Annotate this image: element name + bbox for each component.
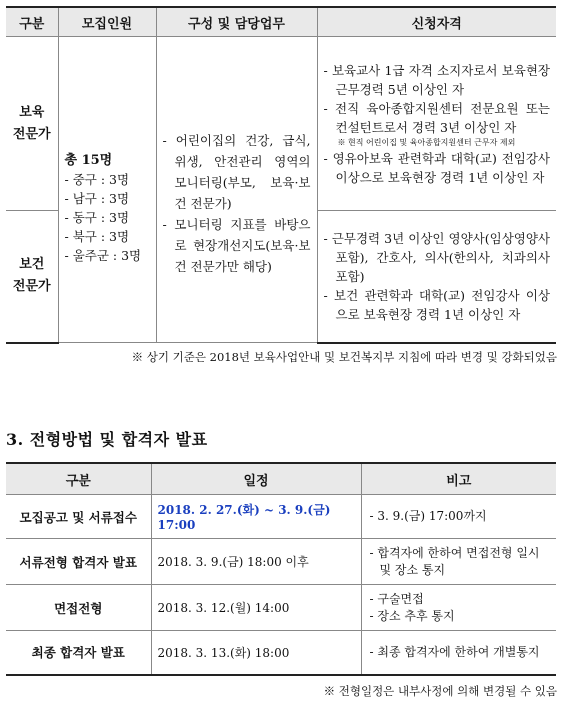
row-remarks: - 구술면접 - 장소 추후 통지 [361,585,556,631]
category-childcare: 보육 전문가 [6,37,58,211]
table-row [6,631,556,675]
qualification-childcare [317,37,556,211]
table-row [6,495,556,539]
list-item: - 영유아보육 관련학과 대학(교) 전임강사 이상으로 보육현장 경력 1년 이상인 자 [323,150,551,185]
list-item: - 동구 : 3명 [64,209,130,225]
section-title: 3. 전형방법 및 합격자 발표 [6,430,208,449]
recruit-total: 총 15명 [64,152,113,168]
header-category: 구분 [6,7,58,37]
list-item: - 남구 : 3명 [64,190,130,206]
row-schedule: 2018. 3. 9.(금) 18:00 이후 [151,539,361,585]
duties-cell [156,37,317,343]
qualification-health [317,211,556,343]
row-schedule: 2018. 3. 12.(월) 14:00 [151,585,361,631]
row-schedule: 2018. 2. 27.(화) ~ 3. 9.(금) 17:00 [151,495,361,539]
list-item: - 전직 육아종합지원센터 전문요원 또는 컨설턴트로서 경력 3년 이상인 자 [323,100,550,135]
header-category: 구분 [6,463,151,495]
header-recruit: 모집인원 [58,7,156,37]
header-duties: 구성 및 담당업무 [156,7,317,37]
header-qualification: 신청자격 [317,7,556,37]
qualification-note: ※ 현직 어린이집 및 육아종합지원센터 근무자 제외 [337,137,516,147]
row-remarks: - 최종 합격자에 한하여 개별통지 [361,631,556,675]
category-health: 보건 전문가 [6,211,58,343]
list-item: - 모니터링 지표를 바탕으로 현장개선지도(보육·보건 전문가만 해당) [162,217,311,274]
recruit-count [58,37,156,343]
header-remarks: 비고 [361,463,556,495]
schedule-note: ※ 전형일정은 내부사정에 의해 변경될 수 있음 [323,684,557,698]
list-item: - 어린이집의 건강, 급식, 위생, 안전관리 영역의 모니터링(부모, 보육·보건 전문가) [162,133,311,211]
list-item: - 중구 : 3명 [64,171,130,187]
row-category: 모집공고 및 서류접수 [6,495,151,539]
row-category: 서류전형 합격자 발표 [6,539,151,585]
schedule-table [6,462,556,676]
row-category: 최종 합격자 발표 [6,631,151,675]
table-row [6,585,556,631]
table-row [6,37,556,211]
row-remarks: - 3. 9.(금) 17:00까지 [361,495,556,539]
recruitment-table [6,6,556,344]
table-header-row [6,7,556,37]
list-item: - 보건 관련학과 대학(교) 전임강사 이상으로 보육현장 경력 1년 이상인 자 [323,287,551,322]
list-item: - 근무경력 3년 이상인 영양사(임상영양사 포함), 간호사, 의사(한의사, 치과의사 포함) [323,230,551,284]
list-item: - 보육교사 1급 자격 소지자로서 보육현장 근무경력 5년 이상인 자 [323,62,550,97]
row-schedule: 2018. 3. 13.(화) 18:00 [151,631,361,675]
row-category: 면접전형 [6,585,151,631]
criteria-note: ※ 상기 기준은 2018년 보육사업안내 및 보건복지부 지침에 따라 변경 및 강화되었음 [131,350,557,364]
table-row [6,539,556,585]
list-item: - 울주군 : 3명 [64,247,142,263]
table-header-row [6,463,556,495]
header-schedule: 일정 [151,463,361,495]
list-item: - 북구 : 3명 [64,228,130,244]
row-remarks: - 합격자에 한하여 면접전형 일시 및 장소 통지 [361,539,556,585]
